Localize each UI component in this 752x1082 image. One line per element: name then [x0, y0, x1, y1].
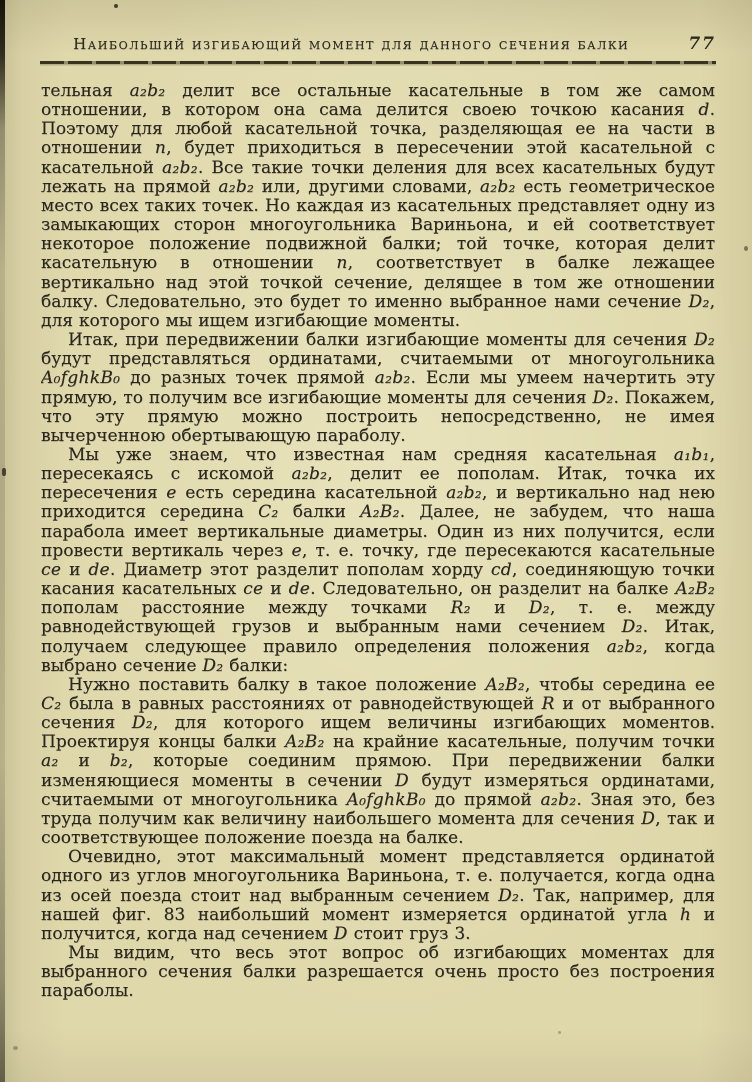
paper-speck [744, 246, 748, 251]
paragraph: Мы видим, что весь этот вопрос об изгибающих моментах для выбранного сечения балки разрешается очень просто без построения параболы. [41, 943, 715, 1002]
page-body [41, 82, 715, 1082]
header-rule [40, 61, 716, 64]
paper-speck [114, 4, 118, 8]
paragraph: Нужно поставить балку в такое положение A₂B₂, чтобы середина ее C₂ была в равных расстояниях от равнодействующей R и от выбранного сечения D₂, для которого ищем величины изгибающих моментов. Проектируя концы балки A₂B₂ на крайние касательные, получим точки a₂ и b₂, которые соединим прямою. При передвижении балки изменяющиеся моменты в сечении D будут измеряться ординатами, считаемыми от многоугольника A₀fghkB₀ до прямой a₂b₂. Зная это, без труда получим как величину наибольшего момента для сечения D, так и соответствующее положение поезда на балке. [41, 674, 715, 849]
paragraph: Мы уже знаем, что известная нам средняя касательная a₁b₁, пересекаясь с искомой a₂b₂, делит ее пополам. Итак, точка их пересечения e есть середина касательной a₂b₂, и вертикально над нею приходится середина C₂ балки A₂B₂. Далее, не забудем, что наша парабола имеет вертикальные диаметры. Один из них получится, если провести вертикаль через e, т. е. точку, где пересекаются касательные ce и de. Диаметр этот разделит пополам хорду cd, соединяющую точки касания касательных ce и de. Следовательно, он разделит на балке A₂B₂ пополам расстояние между точками R₂ и D₂, т. е. между равнодействующей грузов и выбранным нами сечением D₂. Итак, получаем следующее правило определения положения a₂b₂, когда выбрано сечение D₂ балки: [41, 444, 715, 676]
paragraph: тельная a₂b₂ делит все остальные касательные в том же самом отношении, в котором она сама делится своею точкою касания d. Поэтому для любой касательной точка, разделяющая ее на части в отношении n, будет приходиться в пересечении этой касательной с касательной a₂b₂. Все такие точки деления для всех касательных будут лежать на прямой a₂b₂ или, другими словами, a₂b₂ есть геометрическое место всех таких точек. Но каждая из касательных представляет одну из замыкающих сторон многоугольника Вариньона, и ей соответствует некоторое положение подвижной балки; той точке, которая делит касательную в отношении n, соответствует в балке лежащее вертикально над этой точкой сечение, делящее в том же отношении балку. Следовательно, это будет то именно выбранное нами сечение D₂, для которого мы ищем изгибающие моменты. [41, 82, 715, 331]
paragraph: Очевидно, этот максимальный момент представляется ординатой одного из углов многоугольника Вариньона, т. е. получается, когда одна из осей поезда стоит над выбранным сечением D₂. Так, например, для нашей фиг. 83 наибольший момент измеряется ординатой угла h и получится, когда над сечением D стоит груз 3. [41, 847, 715, 944]
paper-speck [2, 468, 6, 476]
running-head [40, 34, 716, 54]
paper-speck [13, 1046, 18, 1050]
paragraph: Итак, при передвижении балки изгибающие моменты для сечения D₂ будут представляться ординатами, считаемыми от многоугольника A₀fghkB₀ до разных точек прямой a₂b₂. Если мы умеем начертить эту прямую, то получим все изгибающие моменты для сечения D₂. Покажем, что эту прямую можно построить непосредственно, не имея вычерченною обертывающую параболу. [41, 330, 715, 446]
page-number: 77 [688, 34, 716, 54]
book-gutter-shadow [0, 0, 5, 1082]
paper-speck [558, 1031, 561, 1034]
paper-speck [700, 340, 703, 343]
running-head-title: Наибольший изгибающий момент для данного сечения балки [73, 35, 630, 53]
